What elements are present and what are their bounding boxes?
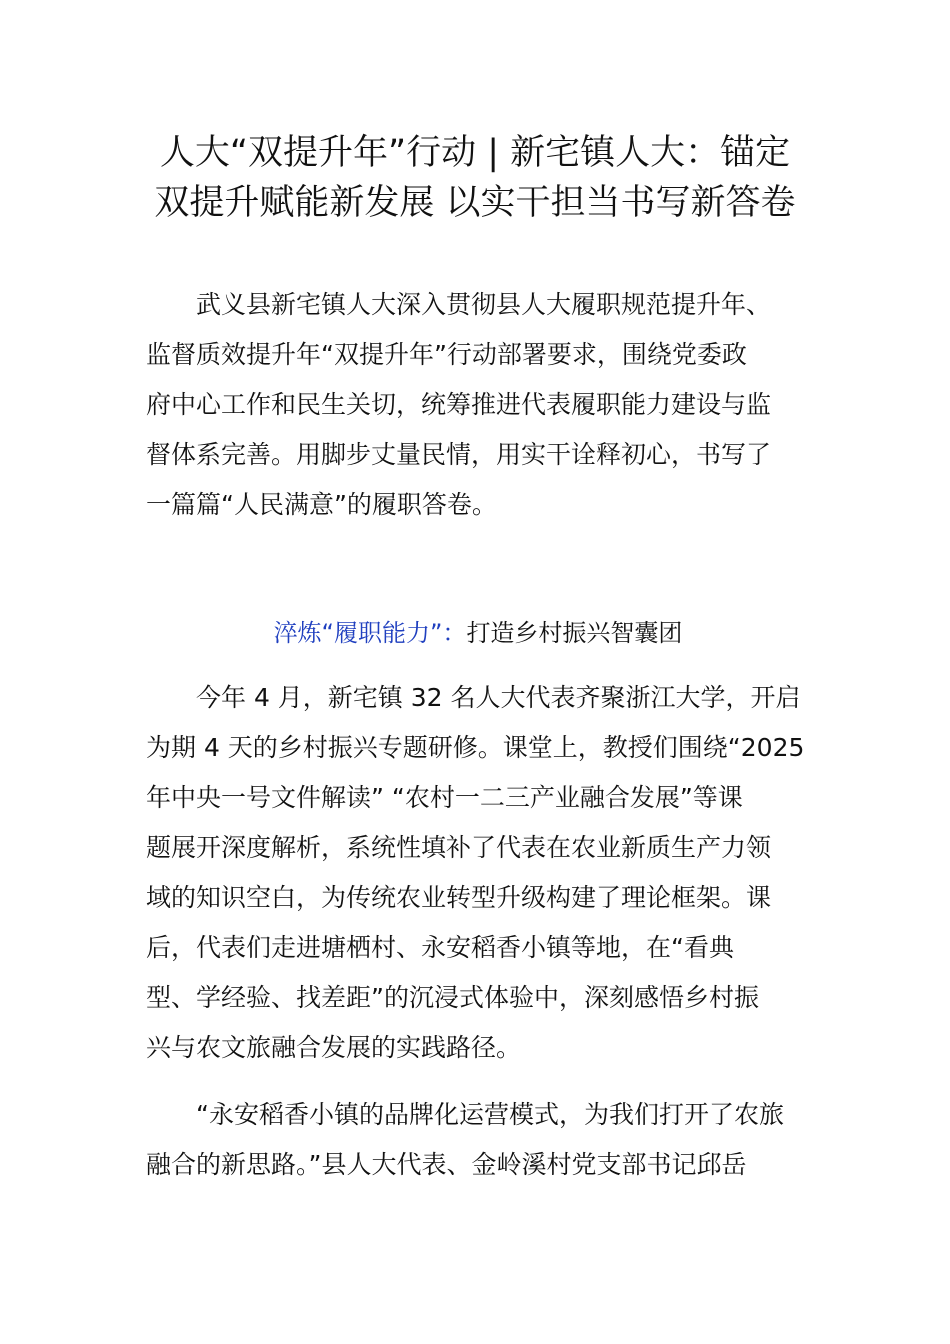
paragraph-line: 年中央一号文件解读” “农村一二三产业融合发展”等课 [146,783,743,812]
section-heading-accent: 淬炼“履职能力”： [273,619,467,647]
intro-paragraph [146,280,810,530]
section-heading-rest: 打造乡村振兴智囊团 [466,619,683,647]
paragraph-line: 域的知识空白，为传统农业转型升级构建了理论框架。课 [146,883,772,912]
paragraph-line: 型、学经验、找差距”的沉浸式体验中，深刻感悟乡村振 [146,983,759,1012]
paragraph-line: “永安稻香小镇的品牌化运营模式，为我们打开了农旅 [196,1100,784,1129]
body-paragraph [146,1090,810,1190]
title-line: 人大“双提升年”行动 | 新宅镇人大：锚定 [159,133,791,173]
paragraph-line: 兴与农文旅融合发展的实践路径。 [146,1033,522,1062]
article-title [110,128,840,228]
paragraph-line: 府中心工作和民生关切，统筹推进代表履职能力建设与监 [146,390,772,419]
paragraph-line: 后，代表们走进塘栖村、永安稻香小镇等地，在“看典 [146,933,734,962]
paragraph-line: 题展开深度解析，系统性填补了代表在农业新质生产力领 [146,833,772,862]
paragraph-line: 一篇篇“人民满意”的履职答卷。 [146,490,497,519]
body-paragraph [146,673,810,1073]
paragraph-line: 今年 4 月，新宅镇 32 名人大代表齐聚浙江大学，开启 [196,683,801,712]
paragraph-line: 监督质效提升年“双提升年”行动部署要求，围绕党委政 [146,340,747,369]
paragraph-line: 督体系完善。用脚步丈量民情，用实干诠释初心，书写了 [146,440,772,469]
title-line: 双提升赋能新发展 以实干担当书写新答卷 [154,183,796,223]
paragraph-line: 武义县新宅镇人大深入贯彻县人大履职规范提升年、 [196,290,772,319]
section-heading [146,608,810,658]
paragraph-line: 融合的新思路。”县人大代表、金岭溪村党支部书记邱岳 [146,1150,747,1179]
paragraph-line: 为期 4 天的乡村振兴专题研修。课堂上，教授们围绕“2025 [146,733,805,762]
